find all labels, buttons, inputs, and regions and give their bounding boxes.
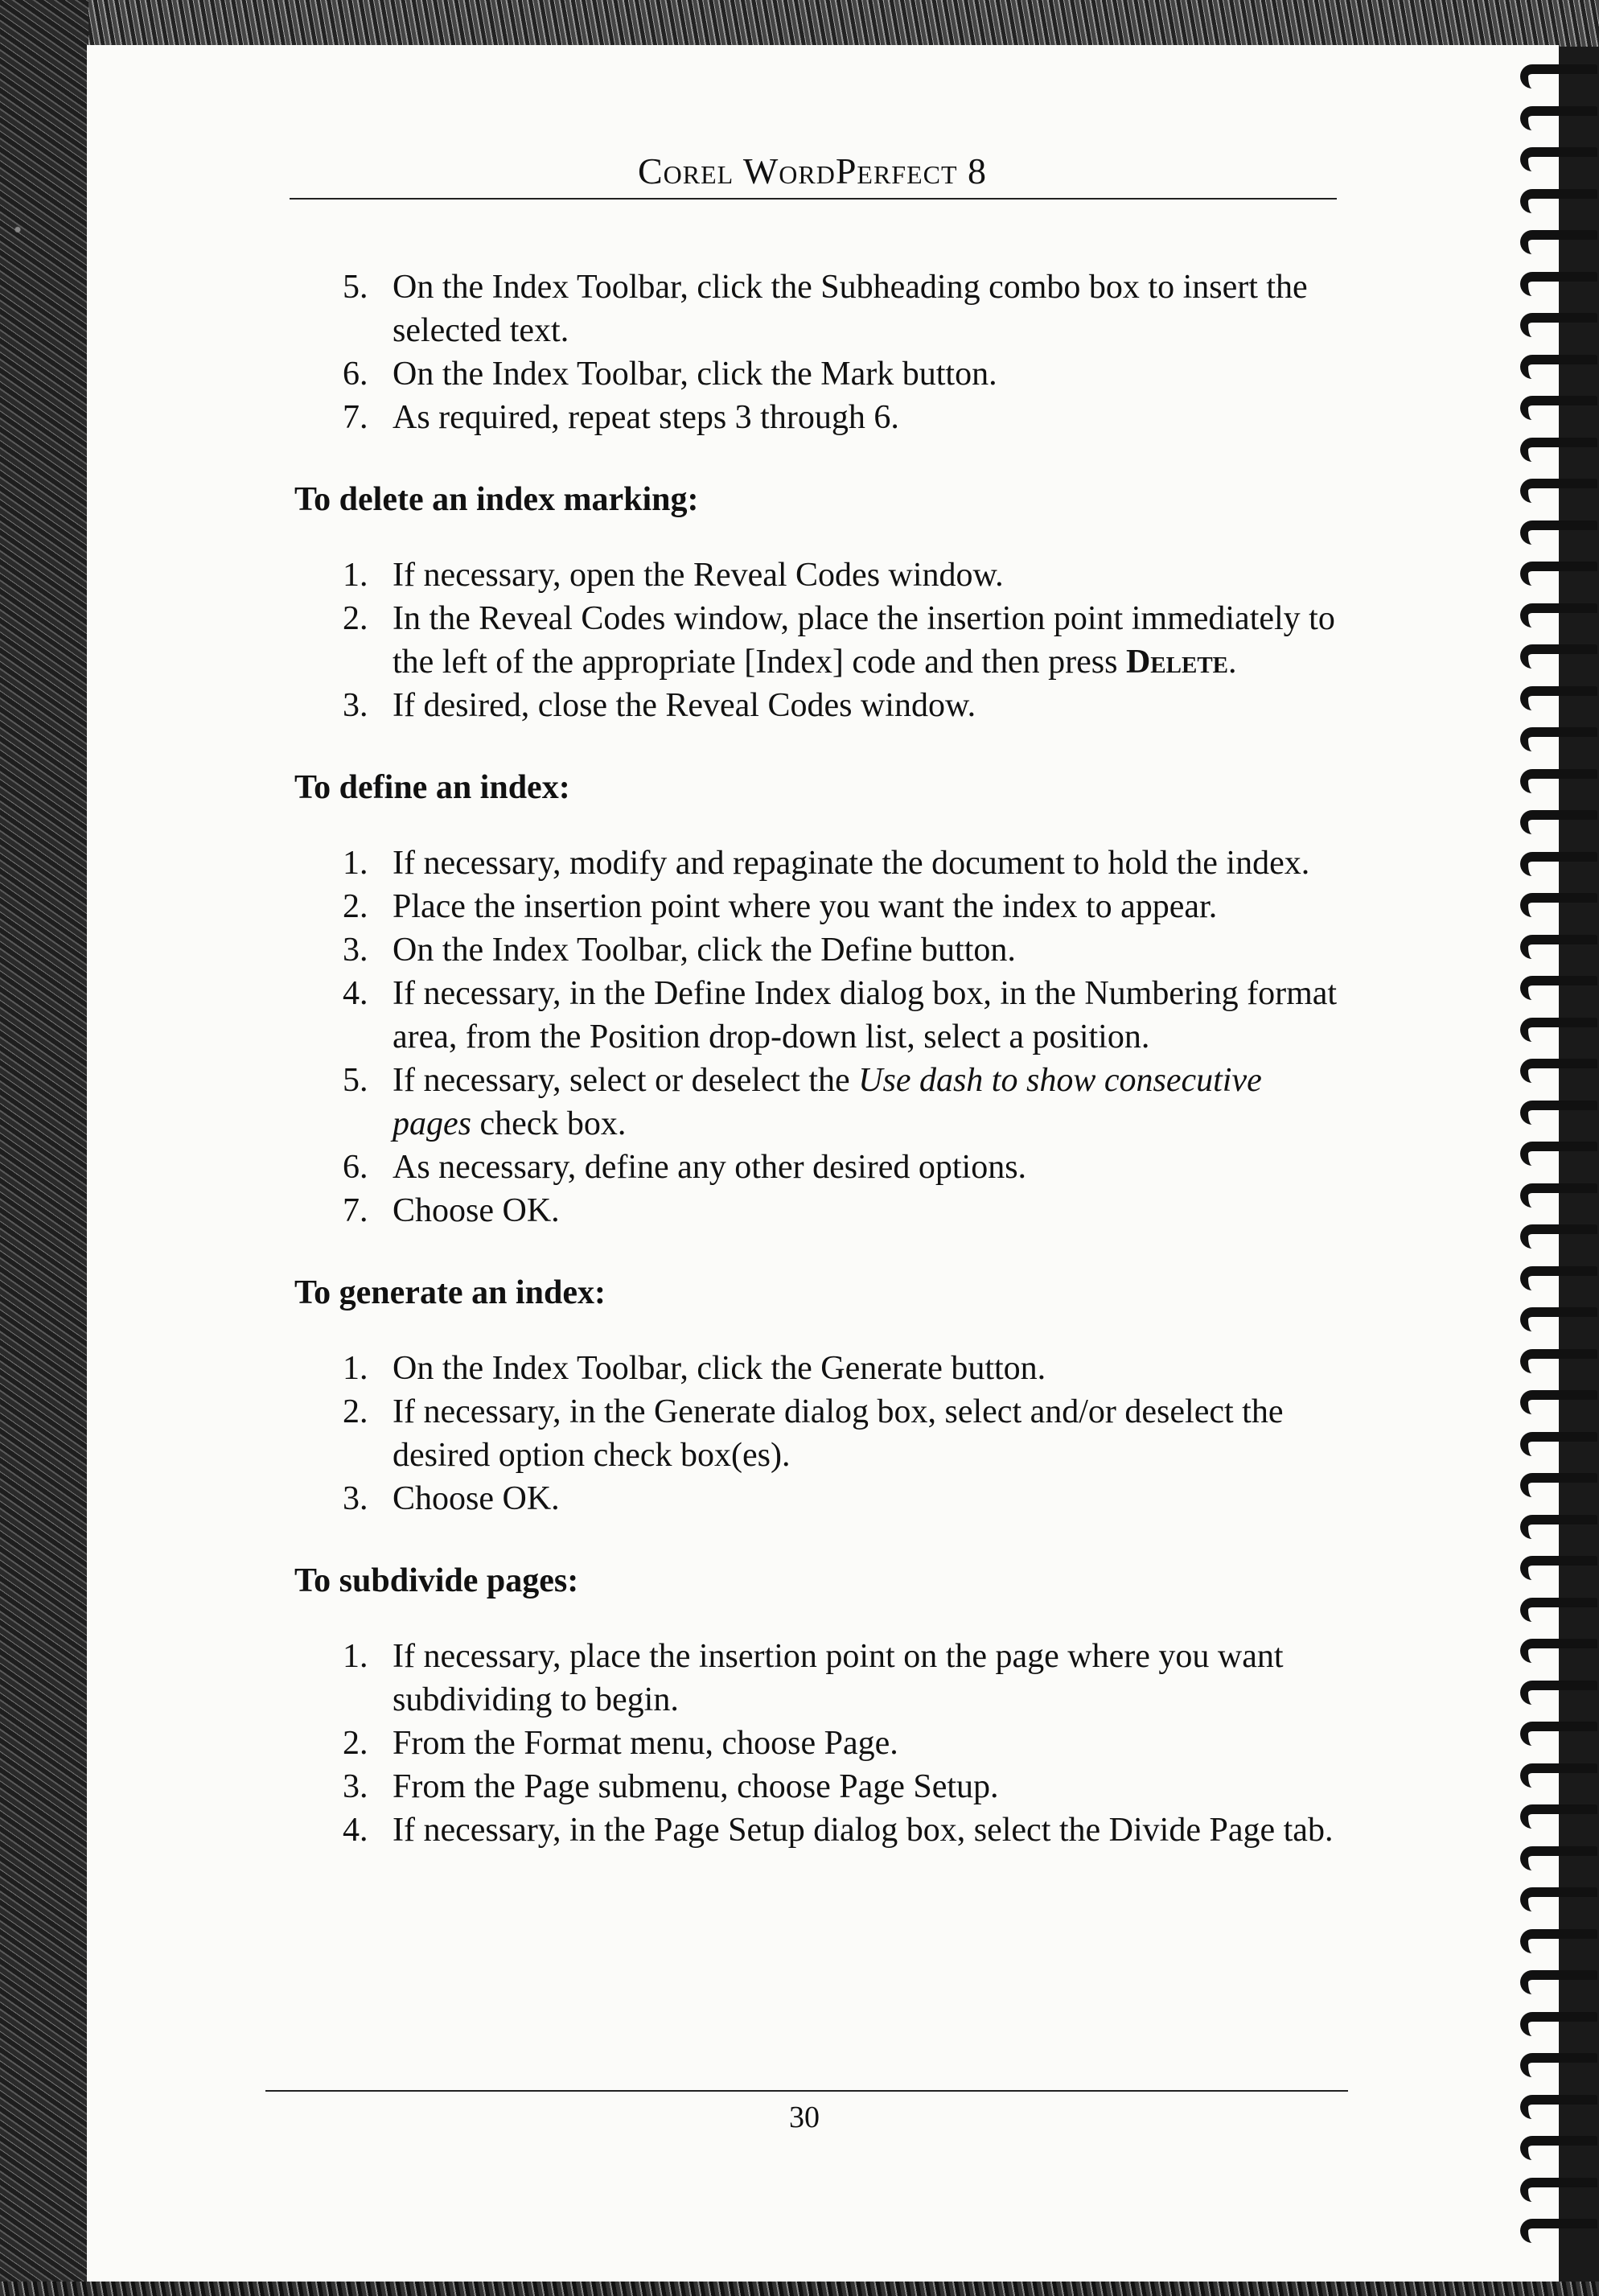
spiral-ring — [1520, 2095, 1597, 2119]
step-text: If necessary, in the Define Index dialog box, in the Numbering format area, from the Position drop-down list, select a position. — [393, 975, 1338, 1055]
spiral-ring — [1520, 1390, 1597, 1414]
step-text: Choose OK. — [393, 1192, 560, 1229]
header-rule — [290, 198, 1337, 200]
step-item — [296, 1808, 1342, 1852]
step-item — [296, 684, 1342, 727]
spiral-ring — [1520, 1846, 1597, 1870]
step-item — [296, 1347, 1342, 1390]
step-text: From the Page submenu, choose Page Setup. — [393, 1768, 999, 1805]
step-text: Place the insertion point where you want the index to appear. — [393, 888, 1218, 925]
step-number: 1. — [343, 557, 368, 594]
step-item — [296, 396, 1342, 439]
spiral-ring — [1520, 686, 1597, 710]
spiral-ring — [1520, 1929, 1597, 1953]
spiral-ring — [1520, 1018, 1597, 1042]
step-number: 5. — [343, 269, 368, 306]
step-item — [296, 1477, 1342, 1520]
document-body — [296, 265, 1342, 1852]
step-item — [296, 885, 1342, 928]
step-item — [296, 597, 1342, 684]
spiral-ring — [1520, 1804, 1597, 1829]
binder-cover-bottom — [0, 2282, 1599, 2296]
step-number: 7. — [343, 1192, 368, 1229]
step-number: 3. — [343, 932, 368, 969]
step-item — [296, 1189, 1342, 1232]
sections-container — [296, 478, 1342, 1852]
spiral-ring — [1520, 106, 1597, 130]
step-text: If necessary, modify and repaginate the document to hold the index. — [393, 845, 1310, 882]
step-item — [296, 1146, 1342, 1189]
spiral-ring — [1520, 810, 1597, 834]
spiral-ring — [1520, 438, 1597, 462]
step-number: 3. — [343, 1480, 368, 1517]
spiral-ring — [1520, 727, 1597, 751]
spiral-ring — [1520, 1681, 1597, 1705]
step-item — [296, 928, 1342, 972]
section-step-list — [296, 1635, 1342, 1852]
spiral-ring — [1520, 1059, 1597, 1083]
spiral-ring — [1520, 189, 1597, 213]
step-number: 3. — [343, 687, 368, 724]
step-number: 1. — [343, 845, 368, 882]
section-step-list — [296, 553, 1342, 727]
page-header-title: Corel WordPerfect 8 — [637, 150, 988, 191]
spiral-ring — [1520, 1639, 1597, 1663]
step-text: On the Index Toolbar, click the Subheading combo box to insert the selected text. — [393, 269, 1308, 349]
spiral-ring — [1520, 1598, 1597, 1622]
section-heading: To generate an index: — [294, 1274, 606, 1311]
step-number: 2. — [343, 600, 368, 637]
intro-step-list — [296, 265, 1342, 439]
step-item — [296, 1390, 1342, 1477]
step-item — [296, 553, 1342, 597]
spiral-ring — [1520, 562, 1597, 586]
step-text: On the Index Toolbar, click the Mark button. — [393, 356, 997, 393]
spiral-ring — [1520, 2219, 1597, 2243]
step-text: On the Index Toolbar, click the Generate button. — [393, 1350, 1046, 1387]
spiral-ring — [1520, 2053, 1597, 2077]
spiral-ring — [1520, 1887, 1597, 1911]
spiral-ring — [1520, 1432, 1597, 1456]
step-number: 4. — [343, 1812, 368, 1849]
step-text-after: . — [1228, 644, 1237, 681]
step-number: 5. — [343, 1062, 368, 1099]
step-text: If necessary, open the Reveal Codes window. — [393, 557, 1004, 594]
spiral-ring — [1520, 396, 1597, 420]
key-name: Delete — [1125, 644, 1229, 681]
step-text: As required, repeat steps 3 through 6. — [393, 399, 899, 436]
step-number: 2. — [343, 888, 368, 925]
spiral-ring — [1520, 1556, 1597, 1580]
spiral-ring — [1520, 479, 1597, 503]
step-number: 4. — [343, 975, 368, 1012]
section-step-list — [296, 841, 1342, 1232]
spiral-binding — [1520, 64, 1599, 2253]
spiral-ring — [1520, 852, 1597, 876]
step-text: Choose OK. — [393, 1480, 560, 1517]
spiral-ring — [1520, 1183, 1597, 1208]
step-item — [296, 352, 1342, 396]
step-item — [296, 1635, 1342, 1722]
step-text: As necessary, define any other desired options. — [393, 1149, 1027, 1186]
step-text-after: check box. — [471, 1105, 627, 1142]
spiral-ring — [1520, 2136, 1597, 2160]
step-number: 6. — [343, 1149, 368, 1186]
step-text: If necessary, in the Generate dialog box, select and/or deselect the desired option check box(es). — [393, 1393, 1284, 1474]
step-item — [296, 1722, 1342, 1765]
spiral-ring — [1520, 1722, 1597, 1746]
spiral-ring — [1520, 1473, 1597, 1497]
spiral-ring — [1520, 603, 1597, 627]
step-text: On the Index Toolbar, click the Define button. — [393, 932, 1016, 969]
spiral-ring — [1520, 2178, 1597, 2202]
spiral-ring — [1520, 1307, 1597, 1331]
spiral-ring — [1520, 1266, 1597, 1290]
step-number: 6. — [343, 356, 368, 393]
page-number: 30 — [789, 2101, 820, 2134]
section-heading: To define an index: — [294, 769, 570, 806]
binder-cover-left — [0, 0, 88, 2296]
step-number: 3. — [343, 1768, 368, 1805]
spiral-ring — [1520, 313, 1597, 337]
spiral-ring — [1520, 272, 1597, 296]
step-text: If necessary, in the Page Setup dialog box, select the Divide Page tab. — [393, 1812, 1334, 1849]
spiral-ring — [1520, 2012, 1597, 2036]
spiral-ring — [1520, 976, 1597, 1000]
spiral-ring — [1520, 935, 1597, 959]
step-item — [296, 1059, 1342, 1146]
step-number: 2. — [343, 1725, 368, 1762]
step-item — [296, 265, 1342, 352]
step-item — [296, 841, 1342, 885]
spiral-ring — [1520, 769, 1597, 793]
step-item — [296, 1765, 1342, 1808]
spiral-ring — [1520, 521, 1597, 545]
option-name: Use dash to show consecutive pages — [393, 1062, 1262, 1142]
section-heading: To delete an index marking: — [294, 481, 699, 518]
spiral-ring — [1520, 64, 1597, 88]
spiral-ring — [1520, 1763, 1597, 1788]
spiral-ring — [1520, 1224, 1597, 1249]
spiral-ring — [1520, 355, 1597, 379]
section-step-list — [296, 1347, 1342, 1520]
step-number: 1. — [343, 1350, 368, 1387]
step-number: 2. — [343, 1393, 368, 1430]
step-number: 7. — [343, 399, 368, 436]
section-heading: To subdivide pages: — [294, 1562, 579, 1599]
step-text: If necessary, place the insertion point on the page where you want subdividing to begin. — [393, 1638, 1284, 1718]
step-text: From the Format menu, choose Page. — [393, 1725, 898, 1762]
spiral-ring — [1520, 1101, 1597, 1125]
spiral-ring — [1520, 893, 1597, 917]
step-text: In the Reveal Codes window, place the insertion point immediately to the left of the appropriate [Index] code and then press — [393, 600, 1335, 681]
spiral-ring — [1520, 644, 1597, 669]
footer-rule — [265, 2090, 1348, 2092]
spiral-ring — [1520, 1349, 1597, 1373]
binder-cover-top — [0, 0, 1599, 47]
spiral-ring — [1520, 147, 1597, 171]
step-text: If necessary, select or deselect the — [393, 1062, 859, 1099]
spiral-ring — [1520, 1970, 1597, 1994]
step-text: If desired, close the Reveal Codes window. — [393, 687, 976, 724]
spiral-ring — [1520, 1142, 1597, 1166]
spiral-ring — [1520, 230, 1597, 254]
spiral-ring — [1520, 1515, 1597, 1539]
step-item — [296, 972, 1342, 1059]
step-number: 1. — [343, 1638, 368, 1675]
